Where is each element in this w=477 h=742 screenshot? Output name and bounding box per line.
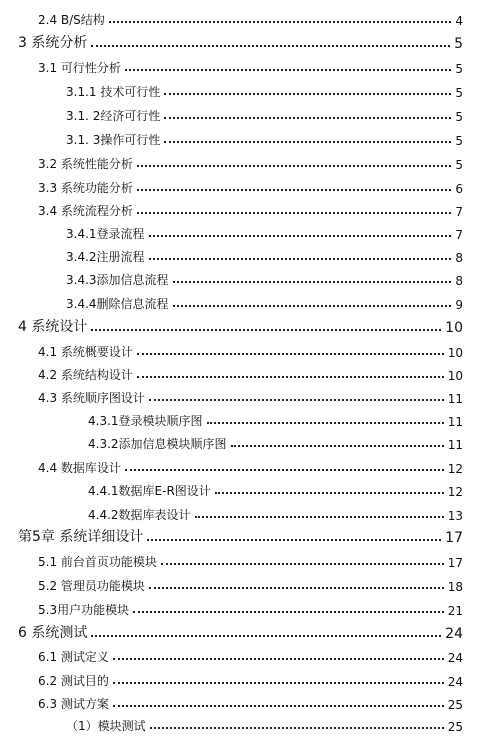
- toc-entry-4-2[interactable]: [38, 361, 463, 383]
- toc-entry-page: 11: [447, 415, 463, 429]
- toc-entry-title: （1）模块测试: [66, 719, 146, 733]
- toc-entry-page: 25: [447, 698, 463, 712]
- toc-entry-title: 4.1 系统概要设计: [38, 345, 133, 359]
- toc-entry-page: 5: [455, 62, 463, 76]
- toc-entry-3-4[interactable]: [38, 197, 463, 219]
- toc-entry-4[interactable]: [18, 314, 463, 336]
- toc-entry-title: 3.1. 2经济可行性: [66, 109, 161, 123]
- toc-entry-title: 4.3.1登录模块顺序图: [88, 414, 203, 428]
- dot-leader: [91, 635, 441, 637]
- toc-entry-4-4-2[interactable]: [88, 501, 463, 523]
- dot-leader: [137, 353, 444, 355]
- dot-leader: [109, 21, 452, 23]
- toc-entry-title: 4.4.1数据库E-R图设计: [88, 484, 211, 498]
- toc-entry-4-1[interactable]: [38, 338, 463, 360]
- dot-leader: [161, 563, 444, 565]
- toc-entry-page: 24: [447, 651, 463, 665]
- toc-entry-module-test[interactable]: [66, 712, 463, 734]
- toc-entry-3-1-3[interactable]: [66, 126, 463, 148]
- toc-entry-page: 5: [455, 158, 463, 172]
- toc-entry-title: 5.3用户功能模块: [38, 603, 130, 617]
- toc-entry-title: 第5章 系统详细设计: [18, 529, 144, 545]
- toc-entry-title: 5.2 管理员功能模块: [38, 579, 145, 593]
- toc-entry-3-1-2[interactable]: [66, 102, 463, 124]
- toc-entry-page: 10: [447, 346, 463, 360]
- toc-entry-page: 8: [455, 251, 463, 265]
- toc-entry-3-4-4[interactable]: [66, 290, 463, 312]
- toc-entry-4-4-1[interactable]: [88, 477, 463, 499]
- toc-entry-title: 3 系统分析: [18, 35, 88, 51]
- dot-leader: [113, 658, 444, 660]
- toc-entry-title: 4.4.2数据库表设计: [88, 508, 191, 522]
- toc-entry-title: 6.2 测试目的: [38, 674, 109, 688]
- dot-leader: [195, 516, 444, 518]
- dot-leader: [150, 727, 444, 729]
- dot-leader: [164, 117, 451, 119]
- toc-entry-6-2[interactable]: [38, 667, 463, 689]
- toc-entry-3[interactable]: [18, 30, 463, 52]
- dot-leader: [91, 329, 441, 331]
- toc-entry-title: 3.2 系统性能分析: [38, 157, 133, 171]
- toc-entry-5-3[interactable]: [38, 596, 463, 618]
- toc-entry-3-4-3[interactable]: [66, 266, 463, 288]
- toc-entry-title: 4.4 数据库设计: [38, 461, 121, 475]
- toc-entry-title: 3.1. 3操作可行性: [66, 133, 161, 147]
- toc-entry-page: 6: [455, 182, 463, 196]
- dot-leader: [149, 587, 444, 589]
- toc-entry-2-4[interactable]: [38, 6, 463, 28]
- dot-leader: [149, 235, 452, 237]
- dot-leader: [125, 69, 451, 71]
- toc-entry-3-2[interactable]: [38, 150, 463, 172]
- toc-entry-page: 24: [445, 626, 463, 642]
- toc-entry-4-4[interactable]: [38, 454, 463, 476]
- toc-entry-title: 3.1.1 技术可行性: [66, 85, 161, 99]
- dot-leader: [137, 212, 451, 214]
- toc-entry-title: 5.1 前台首页功能模块: [38, 555, 157, 569]
- toc-entry-title: 4.3 系统顺序图设计: [38, 391, 145, 405]
- toc-entry-title: 6 系统测试: [18, 625, 88, 641]
- toc-entry-title: 3.4.4删除信息流程: [66, 297, 169, 311]
- toc-entry-3-4-2[interactable]: [66, 243, 463, 265]
- dot-leader: [164, 141, 451, 143]
- dot-leader: [125, 469, 444, 471]
- toc-entry-3-4-1[interactable]: [66, 220, 463, 242]
- dot-leader: [207, 422, 444, 424]
- toc-entry-page: 10: [445, 320, 463, 336]
- toc-entry-title: 3.4 系统流程分析: [38, 204, 133, 218]
- toc-entry-page: 25: [447, 720, 463, 734]
- dot-leader: [91, 45, 450, 47]
- toc-entry-page: 4: [455, 14, 463, 28]
- toc-entry-title: 6.1 测试定义: [38, 650, 109, 664]
- dot-leader: [173, 305, 452, 307]
- toc-entry-page: 9: [455, 298, 463, 312]
- toc-entry-title: 3.4.1登录流程: [66, 227, 145, 241]
- toc-entry-page: 7: [455, 205, 463, 219]
- dot-leader: [173, 281, 452, 283]
- toc-entry-title: 6.3 测试方案: [38, 697, 109, 711]
- toc-entry-page: 17: [447, 556, 463, 570]
- toc-entry-page: 12: [447, 485, 463, 499]
- dot-leader: [137, 189, 451, 191]
- toc-entry-page: 10: [447, 369, 463, 383]
- toc-entry-page: 7: [455, 228, 463, 242]
- toc-entry-page: 8: [455, 274, 463, 288]
- dot-leader: [113, 705, 444, 707]
- toc-entry-title: 3.4.3添加信息流程: [66, 273, 169, 287]
- toc-entry-5-1[interactable]: [38, 548, 463, 570]
- dot-leader: [133, 611, 444, 613]
- dot-leader: [149, 399, 444, 401]
- toc-entry-page: 11: [447, 392, 463, 406]
- toc-entry-title: 3.4.2注册流程: [66, 250, 145, 264]
- toc-entry-4-3-1[interactable]: [88, 407, 463, 429]
- toc-entry-title: 3.1 可行性分析: [38, 61, 121, 75]
- toc-entry-title: 4 系统设计: [18, 319, 88, 335]
- dot-leader: [147, 539, 441, 541]
- dot-leader: [137, 376, 444, 378]
- dot-leader: [149, 258, 452, 260]
- dot-leader: [215, 492, 444, 494]
- toc-entry-title: 4.3.2添加信息模块顺序图: [88, 437, 227, 451]
- toc-entry-page: 17: [445, 530, 463, 546]
- dot-leader: [113, 682, 444, 684]
- toc-entry-page: 5: [454, 36, 463, 52]
- toc-entry-4-3-2[interactable]: [88, 430, 463, 452]
- toc-entry-page: 12: [447, 462, 463, 476]
- toc-entry-page: 5: [455, 86, 463, 100]
- dot-leader: [137, 165, 451, 167]
- toc-entry-page: 13: [447, 509, 463, 523]
- toc-entry-4-3[interactable]: [38, 384, 463, 406]
- dot-leader: [164, 93, 451, 95]
- toc-entry-page: 11: [447, 438, 463, 452]
- dot-leader: [231, 445, 444, 447]
- toc-entry-3-1[interactable]: [38, 54, 463, 76]
- toc-entry-title: 3.3 系统功能分析: [38, 181, 133, 195]
- toc-entry-page: 5: [455, 134, 463, 148]
- toc-entry-6[interactable]: [18, 620, 463, 642]
- toc-entry-chapter-5[interactable]: [18, 524, 463, 546]
- toc-entry-3-1-1[interactable]: [66, 78, 463, 100]
- toc-entry-6-3[interactable]: [38, 690, 463, 712]
- toc-entry-title: 4.2 系统结构设计: [38, 368, 133, 382]
- toc-entry-title: 2.4 B/S结构: [38, 13, 105, 27]
- toc-entry-page: 18: [447, 580, 463, 594]
- toc-entry-page: 24: [447, 675, 463, 689]
- toc-entry-5-2[interactable]: [38, 572, 463, 594]
- toc-entry-page: 5: [455, 110, 463, 124]
- toc-entry-3-3[interactable]: [38, 174, 463, 196]
- toc-entry-6-1[interactable]: [38, 643, 463, 665]
- toc-entry-page: 21: [447, 604, 463, 618]
